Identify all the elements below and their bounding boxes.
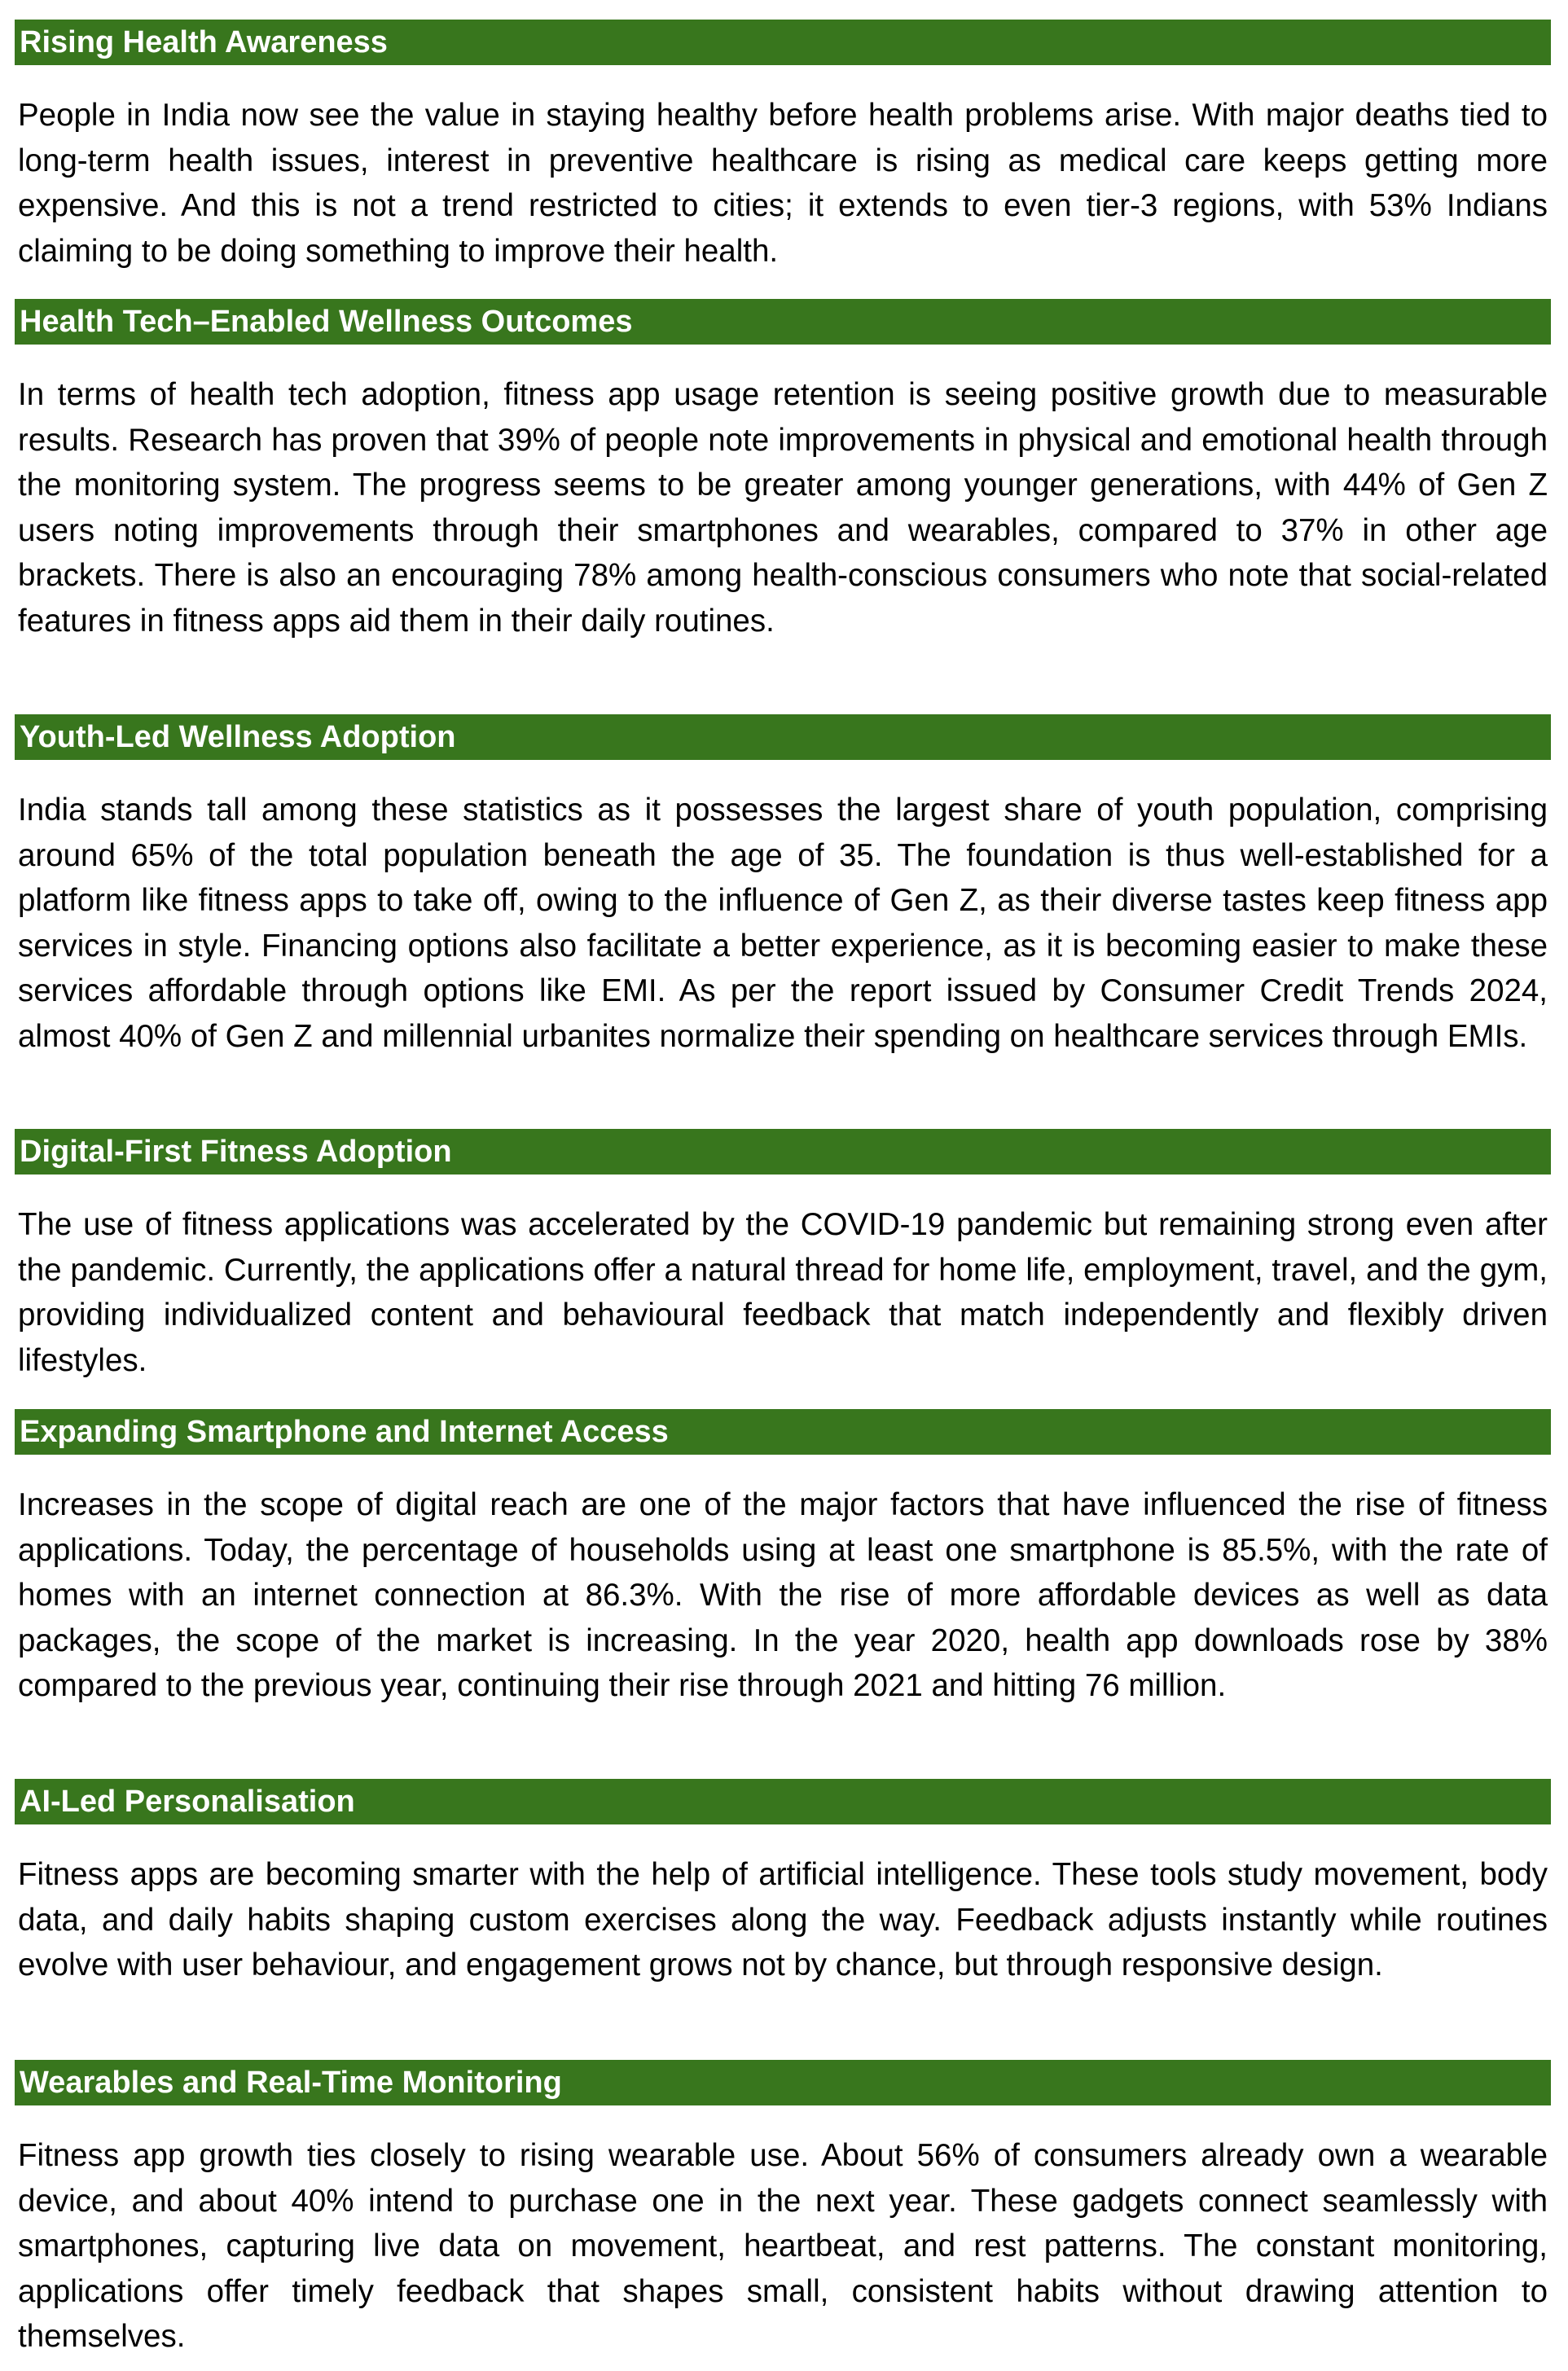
section-paragraph: Fitness apps are becoming smarter with the help of artificial intelligence. These tools study movement, body data, and daily habits shaping custom exercises along the way. Feedback adjusts instantly while routines evolve with user behaviour, and engagement grows not by chance, but through responsive design. (18, 1857, 1548, 1983)
section-rising-health-awareness (15, 20, 1551, 274)
section-wearables-real-time-monitoring (15, 2060, 1551, 2360)
section-ai-led-personalisation (15, 1779, 1551, 1988)
section-paragraph: In terms of health tech adoption, fitness app usage retention is seeing positive growth due to measurable results. Research has proven that 39% of people note improvements in physical and emotional health through the monitoring system. The progress seems to be greater among younger generations, with 44% of Gen Z users noting improvements through their smartphones and wearables, compared to 37% in other age brackets. There is also an encouraging 78% among health-conscious consumers who note that social-related features in fitness apps aid them in their daily routines. (18, 377, 1548, 639)
section-heading: Wearables and Real-Time Monitoring (15, 2060, 1551, 2105)
section-smartphone-internet-access (15, 1409, 1551, 1709)
section-heading: Youth-Led Wellness Adoption (15, 714, 1551, 760)
section-heading: AI-Led Personalisation (15, 1779, 1551, 1824)
section-paragraph: People in India now see the value in staying healthy before health problems arise. With major deaths tied to long-term health issues, interest in preventive healthcare is rising as medical care keeps getting more expensive. And this is not a trend restricted to cities; it extends to even tier-3 regions, with 53% Indians claiming to be doing something to improve their health. (18, 98, 1548, 269)
section-paragraph: Increases in the scope of digital reach are one of the major factors that have influenced the rise of fitness applications. Today, the percentage of households using at least one smartphone is 85.5%, with the rate of homes with an internet connection at 86.3%. With the rise of more affordable devices as well as data packages, the scope of the market is increasing. In the year 2020, health app downloads rose by 38% compared to the previous year, continuing their rise through 2021 and hitting 76 million. (18, 1487, 1548, 1704)
section-heading: Digital-First Fitness Adoption (15, 1129, 1551, 1175)
section-paragraph: India stands tall among these statistics as it possesses the largest share of youth population, comprising around 65% of the total population beneath the age of 35. The foundation is thus well-established for a platform like fitness apps to take off, owing to the influence of Gen Z, as their diverse tastes keep fitness app services in style. Financing options also facilitate a better experience, as it is becoming easier to make these services affordable through options like EMI. As per the report issued by Consumer Credit Trends 2024, almost 40% of Gen Z and millennial urbanites normalize their spending on healthcare services through EMIs. (18, 793, 1548, 1054)
section-paragraph: Fitness app growth ties closely to rising wearable use. About 56% of consumers already own a wearable device, and about 40% intend to purchase one in the next year. These gadgets connect seamlessly with smartphones, capturing live data on movement, heartbeat, and rest patterns. The constant monitoring, applications offer timely feedback that shapes small, consistent habits without drawing attention to themselves. (18, 2138, 1548, 2355)
section-youth-led-wellness-adoption (15, 714, 1551, 1060)
section-health-tech-wellness-outcomes (15, 299, 1551, 644)
section-digital-first-fitness-adoption (15, 1129, 1551, 1383)
section-paragraph: The use of fitness applications was accelerated by the COVID-19 pandemic but remaining strong even after the pandemic. Currently, the applications offer a natural thread for home life, employment, travel, and the gym, providing individualized content and behavioural feedback that match independently and flexibly driven lifestyles. (18, 1207, 1548, 1378)
section-heading: Expanding Smartphone and Internet Access (15, 1409, 1551, 1455)
section-heading: Health Tech–Enabled Wellness Outcomes (15, 299, 1551, 345)
section-heading: Rising Health Awareness (15, 20, 1551, 65)
